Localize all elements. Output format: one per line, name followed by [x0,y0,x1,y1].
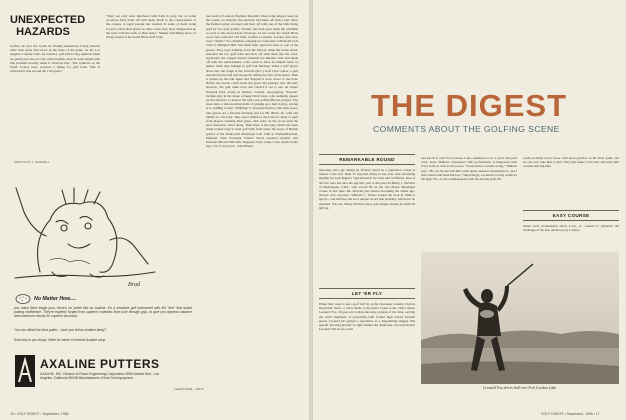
photo-caption: Leonard Fox drives ball over Fort Loudon Lake. [483,386,557,390]
unexpected-hazards-headline: UNEXPECTED HAZARDS [10,14,86,38]
right-page [313,0,626,420]
golf-ball-icon [14,292,32,304]
ad-tagline: No Matter How.... [34,296,76,302]
remarkable-round-heading: REMARKABLE ROUND [319,154,415,165]
ad-address: AXALINE, INC. Division of Rowe Engineering Corporation 4090 Axaline Bvd., Los Angeles, California 90045 Manufacturers of fine Golf equipment [40,372,159,381]
ad-body-2: You can afford the best putter....have you felt an Axaline lately? [14,328,107,332]
ad-body: you make them tough pros, there's no putter like an Axaline. It's a sensitive golf instrument with the "feel" that builds putting confidence. They're expertly forged from superior materials from sole through grip...to give you dynamic balance and maximum results for superior accuracy. [14,306,192,319]
digest-subtitle: COMMENTS ABOUT THE GOLFING SCENE [373,124,560,134]
golfer-cartoon-illustration [10,160,160,295]
let-er-fly-heading: LET 'ER FLY [319,288,415,299]
hazards-column-1: Golfers all over the world are finding themselves facing hazards other than those laid down in the rules of the game. At the Los Angeles Country Club, for instance, golf-ball-loving squirrels insist on getting into the act. The club's bedlam, dealt at some length with this problem recently when it observed that, "The squirrels on the South Course have acquired a liking for golf balls. This is particularly true around the 11th green." [10,44,100,74]
digest-title: THE DIGEST [371,88,568,123]
hazards-column-2: "They not only have interfered with balls in play, but on some occasions have made off with them, much to the consternation of the owners. A rapid pursuit has resulted in some of them being forced to drop their prizes. In other cases, they have disappeared up the trees with the balls to their nests." Similar ball-lifting havoc is being created at the South Herts Golf Club, [106,14,196,40]
hazards-column-3: just north of London, England. Recently when some players went on the course, no surprise, the squirrels had taken off with a ball. Once the fielded terrier swooped and flew off with one of the balls being used by two lady golfers. Further, the birds gave them the windmill as well as the second-hole driveway. At last count the South Herts crows had collected 210 balls. Golfers at another London club once were "raided." Two members, playing in a foursome at Pickwell Golf Club of Hampton Hill, had made their approach shots to one of the greens. They were walking down the fairway when the swine dived, snatched the two golf balls and flew off with them into the trees. Anchored, the winged thieves returned ten minutes later and made off with the replacements. Colts seem to have an impish sense of humor when they indulge in golf ball thieving. When a golf player drove into the rough at the Victoria (B.C.) Golf Club course, a gull snatched up the ball and dropped it within two feet of the green. Then it picked up the ball again and dropped it even closer to the hole. Before the rescue could reach the green and perhaps onto the ball, however, the gull came back and carried it out to sea. At Jasper National Park course in Alberta, Canada, eye-popping "hazards" include play in the shape of huge black bears, who suddenly appear on the fairways to inspect the balls and golfswaffle the players. The bears have a disconcerting habit of picking up a ball in play, staring at it, sniffing it, then "dribbling" it along the fairway with their noses. The greens are a favorite morning spot for Mr. Bruin. So, wife and family on a hot day. They enact tribute to the form of candy or gum from players tracking their grass, then relax on the wood until the next foursome comes along. Then there is the gang which has been using trained dogs to steal golf balls from under the noses of British golfers at the Wentworth Municipal Golf Club in Northumberland, England. Club President Charles Wood reported recently that between 200 and 300 balls disappear every week, a loss which would buy a lot of dog food.—Paul Brand [206,14,298,149]
ad-brand: AXALINE PUTTERS [40,357,160,371]
remarkable-round-text: Shooting one's age during an 18-hole round on a regulation course is indeed a rare feat. Only 31 reported doing so last year, thus becoming eligible for Golf Digest's "age-shooters" tie clasp and certificate. One of the few who has shot his age this year is 90-year-old Henry J. DeVries of Burlingame, Calif., who scored 90 on the San Mateo Municipal course in late June. Mr. DeVries just missed becoming the oldest age-shooter ever reported—William C. Waters turned the trick in 1964 at age 91—but DeVries did set a unique record that probably will never be matched. You see, Henry DeVries plays golf despite having an artificial left leg. [319,168,415,210]
cartoon-credit: SKETCH BY L. WADDELL [14,160,50,164]
ad-body-3: Sold only in pro shops. Write for name of nearest Axaline shop. [14,338,107,342]
left-page [0,0,309,420]
axaline-logo [14,354,36,388]
cartoon-signature: Brad [128,282,140,288]
let-er-fly-continued: and knock it over Fort Loudon Lake, estimated to be a good 345-yard carry. Gene Timbers, Cherokee's club professional, is impressed with Fox's form as well as his power. "Leonard has a sound swing," Timbers says. "He can hit the ball 400 yards under unusual circumstances, and I don't mean with head fairway." Surprisingly, Leonard's scoring results in the high 70s—it not commensurate with his driving skill. He [421,156,517,182]
golfer-photo-illustration [421,252,619,384]
right-page-footer: GOLF DIGEST • September, 1966 • 17 [541,412,600,416]
let-er-fly-text: When they want to see a golf ball fly at the Cherokee Country Club in Knoxville, Tenn., a call is made to the men's locker room. That's where Leonard Fox, 26-year-old wallop-throwing student of his time, serving the club's members. A powerfully-built former high school football guard, Leonard has gained a reputation as a long-hitting slugger. His special "proving ground" is right behind the clubhouse. Upon invitation Leonard will tee up a ball [319,302,415,332]
easy-course-text: When local professional Davis Love, Jr., wanted to publicize the challenge of his new Atlanta (Ga.) Country [523,224,619,233]
column-3-text: could probably move lower with more practice on his short game, but no one ever asks him to putt. They just make a few bets and hand him towards that big lake. [523,156,619,169]
easy-course-heading: EASY COURSE [523,210,619,221]
left-page-footer: 16 • GOLF DIGEST • September, 1966 [10,412,69,416]
ad-code: Closed 25-TW40 — 1967 ft. [174,388,204,391]
